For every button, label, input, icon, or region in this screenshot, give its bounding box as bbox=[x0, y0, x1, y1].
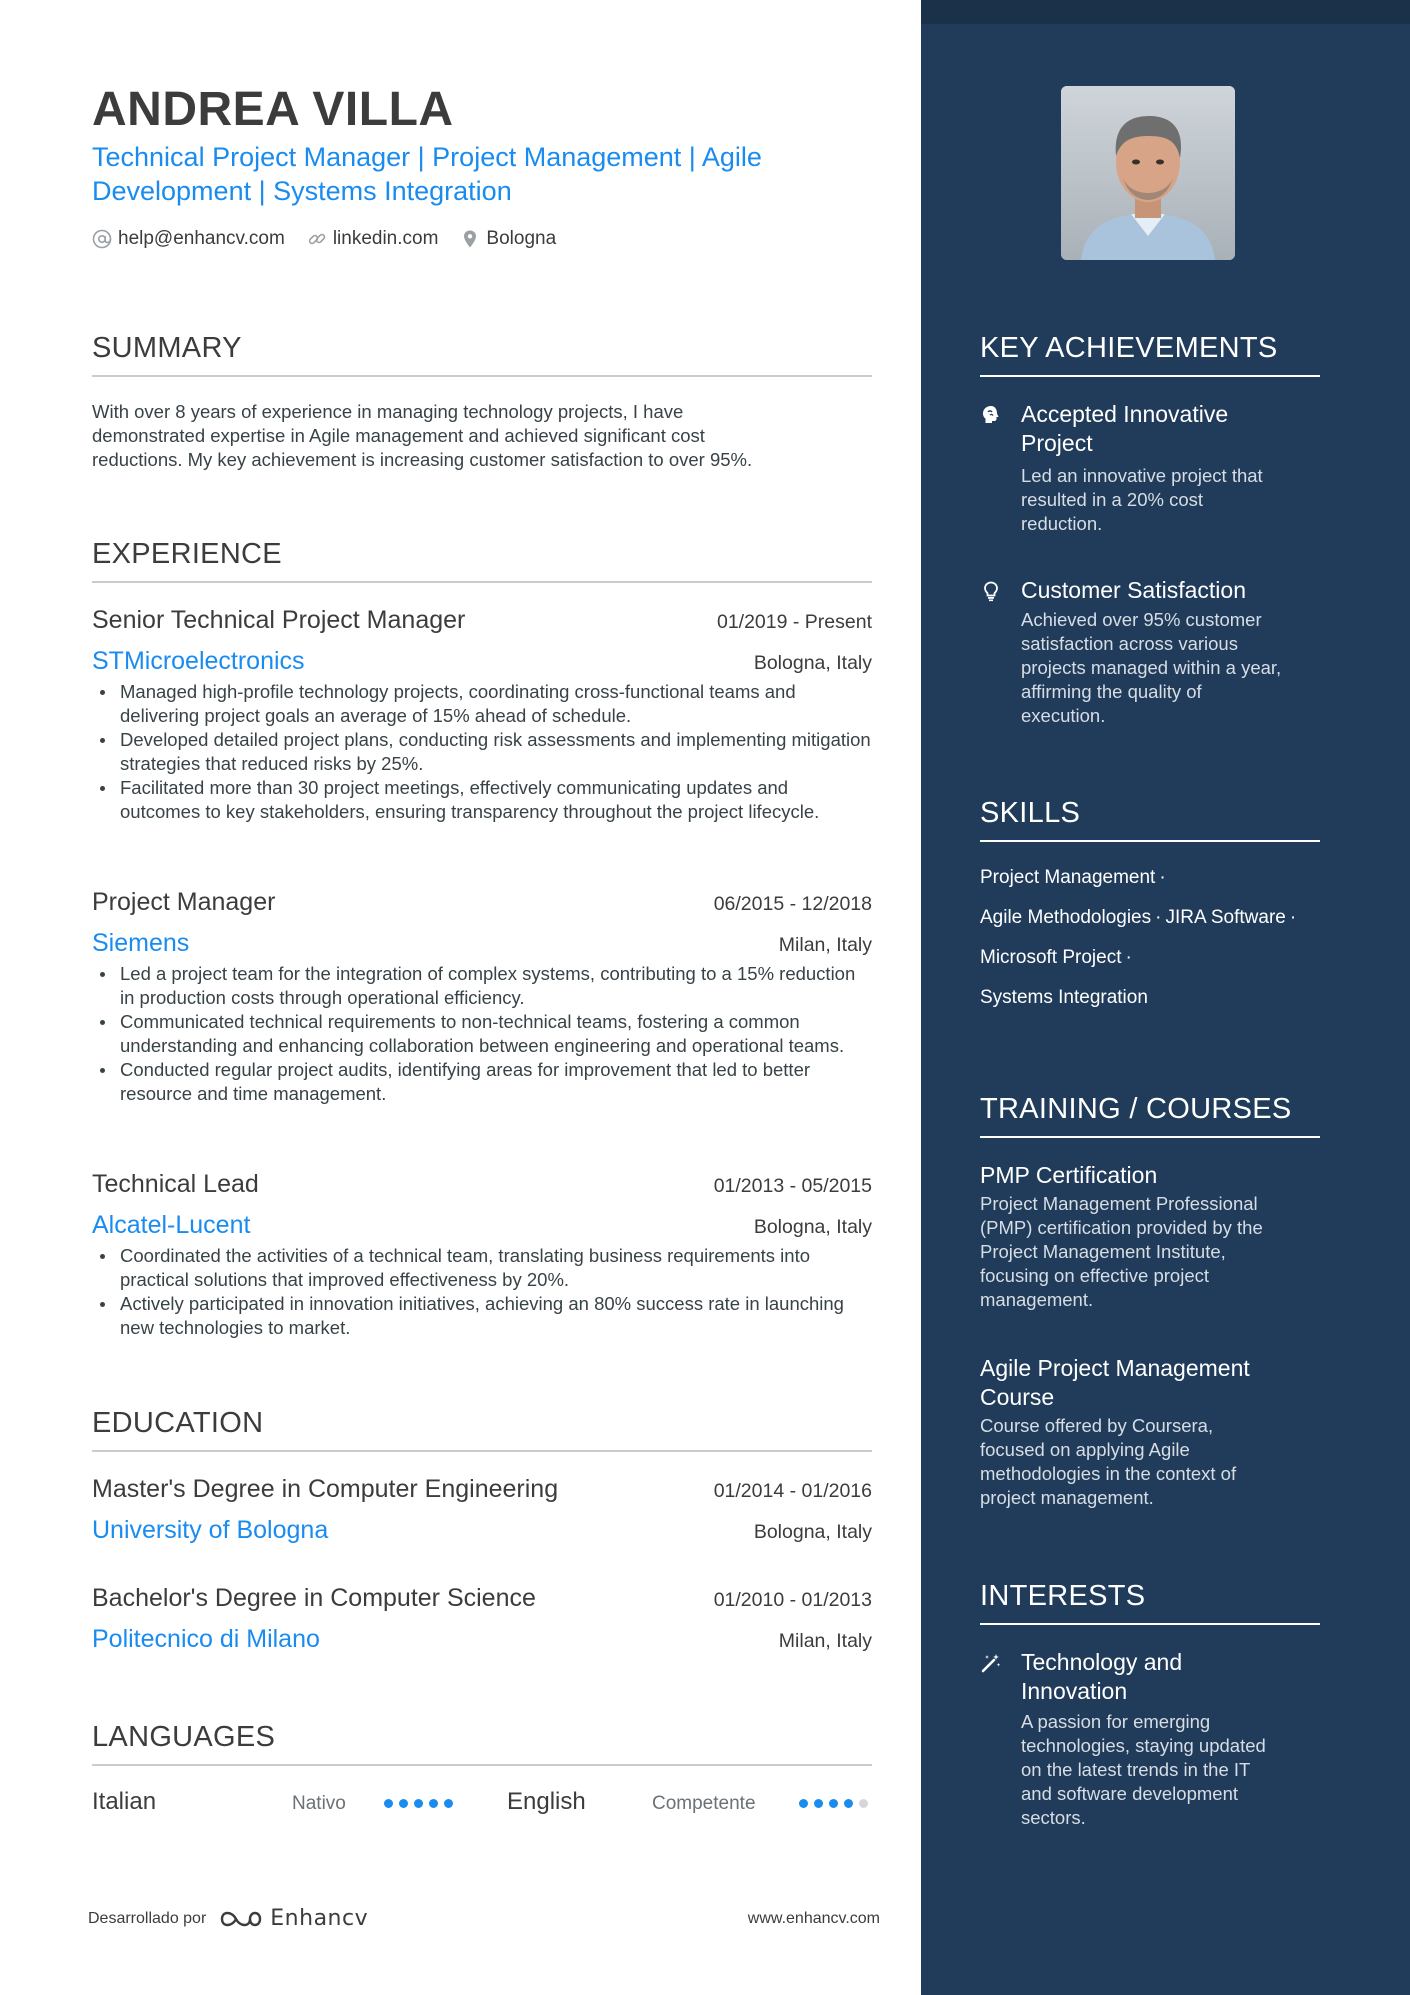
sidebar-top-strip bbox=[921, 0, 1410, 24]
job-bullets bbox=[92, 1244, 872, 1340]
course-desc-line: (PMP) certification provided by the bbox=[980, 1217, 1263, 1238]
degree-title: Bachelor's Degree in Computer Science bbox=[92, 1584, 536, 1612]
footer bbox=[88, 1902, 880, 1932]
course-title-line: Course bbox=[980, 1384, 1055, 1410]
course-item bbox=[980, 1354, 1320, 1510]
company-name: Siemens bbox=[92, 929, 190, 957]
job-location: Bologna, Italy bbox=[753, 652, 872, 674]
skills-list bbox=[980, 858, 1340, 1018]
interest-desc-line: A passion for emerging bbox=[1021, 1711, 1211, 1732]
job-dates: 06/2015 - 12/2018 bbox=[713, 893, 872, 915]
training-heading: TRAINING / COURSES bbox=[980, 1093, 1320, 1138]
bullet-item: Facilitated more than 30 project meetings, effectively communicating updates and outcomes to key stakeholders, ensuring transparency throughout the project lifecycle. bbox=[92, 776, 872, 824]
bullet-item: Developed detailed project plans, conducting risk assessments and implementing mitigation strategies that reduced risks by 25%. bbox=[92, 728, 872, 776]
interest-desc-line: technologies, staying updated bbox=[1021, 1735, 1266, 1756]
skill-item: Project Management bbox=[980, 867, 1156, 888]
course-desc-line: Course offered by Coursera, bbox=[980, 1415, 1214, 1436]
bullet-item: Actively participated in innovation initiatives, achieving an 80% success rate in launching new technologies to market. bbox=[92, 1292, 872, 1340]
languages-list bbox=[92, 1788, 872, 1818]
education-item bbox=[92, 1475, 872, 1545]
job-title: Project Manager bbox=[92, 888, 276, 916]
contact-location bbox=[460, 228, 556, 250]
lightbulb-icon bbox=[980, 580, 1002, 602]
at-icon bbox=[92, 229, 112, 249]
course-title-line: PMP Certification bbox=[980, 1162, 1158, 1188]
achievement-title-line: Project bbox=[1021, 430, 1093, 456]
rating-dot-filled bbox=[414, 1799, 423, 1808]
achievement-item bbox=[980, 576, 1320, 728]
school-name: Politecnico di Milano bbox=[92, 1625, 320, 1653]
interest-item bbox=[980, 1648, 1320, 1830]
achievement-desc-line: execution. bbox=[1021, 705, 1106, 726]
skill-separator: · bbox=[1155, 907, 1162, 928]
rating-dot-filled bbox=[399, 1799, 408, 1808]
contact-linkedin[interactable] bbox=[307, 228, 439, 250]
rating-dot-filled bbox=[814, 1799, 823, 1808]
job-dates: 01/2013 - 05/2015 bbox=[713, 1175, 872, 1197]
rating-dot-filled bbox=[444, 1799, 453, 1808]
achievement-desc-line: reduction. bbox=[1021, 513, 1103, 534]
achievement-description bbox=[1021, 608, 1320, 728]
achievement-desc-line: Led an innovative project that bbox=[1021, 465, 1263, 486]
powered-by-text: Desarrollado por bbox=[88, 1909, 207, 1927]
education-dates: 01/2010 - 01/2013 bbox=[713, 1589, 872, 1611]
summary-line: reductions. My key achievement is increasing customer satisfaction to over 95%. bbox=[92, 449, 753, 470]
profile-photo bbox=[1061, 86, 1235, 260]
job-bullets bbox=[92, 962, 872, 1106]
job-title: Senior Technical Project Manager bbox=[92, 606, 466, 634]
experience-item bbox=[92, 1170, 872, 1340]
experience-heading: EXPERIENCE bbox=[92, 538, 872, 583]
headline-line: Technical Project Manager | Project Management | Agile bbox=[92, 142, 762, 172]
course-desc-line: Project Management Institute, bbox=[980, 1241, 1226, 1262]
skill-separator: · bbox=[1159, 867, 1166, 888]
achievement-desc-line: resulted in a 20% cost bbox=[1021, 489, 1204, 510]
course-item bbox=[980, 1161, 1320, 1312]
achievement-desc-line: projects managed within a year, bbox=[1021, 657, 1282, 678]
course-title bbox=[980, 1161, 1320, 1190]
language-name: Italian bbox=[92, 1788, 157, 1815]
achievement-title bbox=[1021, 400, 1320, 458]
interest-desc-line: sectors. bbox=[1021, 1807, 1086, 1828]
course-desc-line: management. bbox=[980, 1289, 1094, 1310]
enhancv-logo-icon bbox=[218, 1907, 264, 1931]
language-rating bbox=[384, 1799, 459, 1808]
education-dates: 01/2014 - 01/2016 bbox=[713, 1480, 872, 1502]
linkedin-text: linkedin.com bbox=[332, 228, 439, 249]
location-text: Bologna bbox=[486, 228, 557, 249]
achievement-title bbox=[1021, 576, 1320, 605]
portrait-image bbox=[1061, 86, 1235, 260]
job-title: Technical Lead bbox=[92, 1170, 259, 1198]
key-achievements-heading: KEY ACHIEVEMENTS bbox=[980, 332, 1320, 377]
interest-description bbox=[1021, 1710, 1320, 1830]
headline bbox=[92, 140, 852, 208]
footer-brand: Enhancv bbox=[270, 1906, 369, 1931]
footer-url[interactable]: www.enhancv.com bbox=[747, 1910, 880, 1927]
course-desc-line: methodologies in the context of bbox=[980, 1463, 1237, 1484]
skill-item: Microsoft Project bbox=[980, 947, 1122, 968]
company-name: STMicroelectronics bbox=[92, 647, 305, 675]
brain-icon bbox=[980, 404, 1002, 426]
headline-line: Development | Systems Integration bbox=[92, 176, 512, 206]
course-desc-line: project management. bbox=[980, 1487, 1154, 1508]
language-rating bbox=[799, 1799, 874, 1808]
school-location: Milan, Italy bbox=[778, 1630, 872, 1652]
rating-dot-filled bbox=[829, 1799, 838, 1808]
bullet-item: Managed high-profile technology projects, coordinating cross-functional teams and delivering project goals an average of 15% ahead of schedule. bbox=[92, 680, 872, 728]
bullet-item: Communicated technical requirements to non-technical teams, fostering a common understanding and enhancing collaboration between engineering and operational teams. bbox=[92, 1010, 872, 1058]
map-pin-icon bbox=[460, 229, 480, 249]
experience-item bbox=[92, 888, 872, 1106]
achievement-desc-line: satisfaction across various bbox=[1021, 633, 1238, 654]
rating-dot-empty bbox=[859, 1799, 868, 1808]
achievement-title-line: Customer Satisfaction bbox=[1021, 577, 1246, 603]
language-level: Competente bbox=[652, 1793, 756, 1814]
course-desc-line: focused on applying Agile bbox=[980, 1439, 1190, 1460]
language-name: English bbox=[507, 1788, 586, 1815]
bullet-item: Conducted regular project audits, identifying areas for improvement that led to better resource and time management. bbox=[92, 1058, 872, 1106]
rating-dot-filled bbox=[799, 1799, 808, 1808]
achievement-title-line: Accepted Innovative bbox=[1021, 401, 1229, 427]
course-desc-line: Project Management Professional bbox=[980, 1193, 1258, 1214]
interest-desc-line: on the latest trends in the IT bbox=[1021, 1759, 1251, 1780]
summary-text bbox=[92, 400, 872, 472]
interest-title-line: Technology and bbox=[1021, 1649, 1183, 1675]
company-name: Alcatel-Lucent bbox=[92, 1211, 251, 1239]
skill-separator: · bbox=[1125, 947, 1132, 968]
bullet-item: Coordinated the activities of a technical team, translating business requirements into practical solutions that improved effectiveness by 20%. bbox=[92, 1244, 872, 1292]
skill-item: JIRA Software bbox=[1165, 907, 1286, 928]
languages-heading: LANGUAGES bbox=[92, 1721, 872, 1766]
job-location: Milan, Italy bbox=[778, 934, 872, 956]
link-icon bbox=[307, 229, 327, 249]
job-location: Bologna, Italy bbox=[753, 1216, 872, 1238]
interest-desc-line: and software development bbox=[1021, 1783, 1238, 1804]
candidate-name: ANDREA VILLA bbox=[92, 83, 454, 136]
footer-credit bbox=[88, 1906, 368, 1931]
course-description bbox=[980, 1192, 1320, 1312]
interest-title-line: Innovation bbox=[1021, 1678, 1128, 1704]
summary-line: demonstrated expertise in Agile management and achieved significant cost bbox=[92, 425, 705, 446]
course-desc-line: focusing on effective project bbox=[980, 1265, 1209, 1286]
achievement-desc-line: affirming the quality of bbox=[1021, 681, 1202, 702]
education-heading: EDUCATION bbox=[92, 1407, 872, 1452]
education-item bbox=[92, 1584, 872, 1654]
rating-dot-filled bbox=[844, 1799, 853, 1808]
skill-item: Agile Methodologies bbox=[980, 907, 1152, 928]
achievement-desc-line: Achieved over 95% customer bbox=[1021, 609, 1262, 630]
skills-heading: SKILLS bbox=[980, 797, 1320, 842]
bullet-item: Led a project team for the integration of complex systems, contributing to a 15% reduction in production costs through operational efficiency. bbox=[92, 962, 872, 1010]
email-text: help@enhancv.com bbox=[118, 228, 285, 249]
rating-dot-filled bbox=[429, 1799, 438, 1808]
sidebar bbox=[921, 0, 1410, 1995]
language-level: Nativo bbox=[292, 1793, 346, 1814]
contact-email[interactable] bbox=[92, 228, 285, 250]
summary-line: With over 8 years of experience in managing technology projects, I have bbox=[92, 401, 684, 422]
course-description bbox=[980, 1414, 1320, 1510]
summary-heading: SUMMARY bbox=[92, 332, 872, 377]
course-title-line: Agile Project Management bbox=[980, 1355, 1250, 1381]
interests-heading: INTERESTS bbox=[980, 1580, 1320, 1625]
contact-bar bbox=[92, 228, 578, 250]
skill-separator: · bbox=[1289, 907, 1297, 928]
experience-item bbox=[92, 606, 872, 824]
school-location: Bologna, Italy bbox=[753, 1521, 872, 1543]
achievement-description bbox=[1021, 464, 1320, 536]
achievement-item bbox=[980, 400, 1320, 536]
degree-title: Master's Degree in Computer Engineering bbox=[92, 1475, 559, 1503]
course-title bbox=[980, 1354, 1320, 1412]
school-name: University of Bologna bbox=[92, 1516, 329, 1544]
skill-item: Systems Integration bbox=[980, 987, 1148, 1008]
job-bullets bbox=[92, 680, 872, 824]
interest-title bbox=[1021, 1648, 1320, 1706]
rating-dot-filled bbox=[384, 1799, 393, 1808]
job-dates: 01/2019 - Present bbox=[716, 611, 872, 633]
magic-wand-icon bbox=[980, 1652, 1002, 1674]
